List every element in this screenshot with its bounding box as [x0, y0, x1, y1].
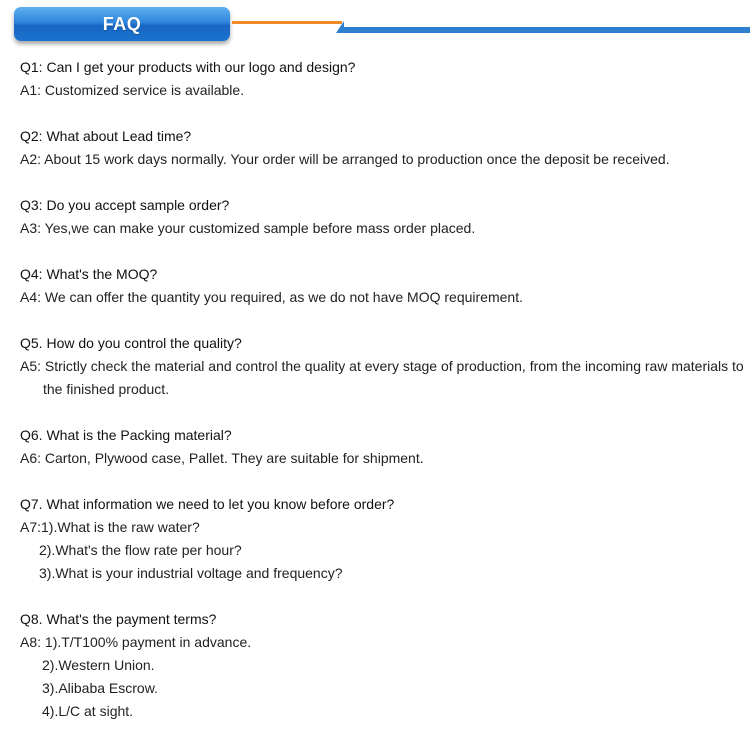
answer-8-line-4: 4).L/C at sight. — [42, 703, 134, 719]
answer-8-line-3: 3).Alibaba Escrow. — [42, 680, 158, 696]
faq-header — [0, 0, 750, 48]
question-8: Q8. What's the payment terms? — [20, 611, 217, 627]
answer-7-line-3: 3).What is your industrial voltage and frequency? — [39, 565, 343, 581]
answer-2: A2: About 15 work days normally. Your order will be arranged to production once the deposit be received. — [20, 151, 670, 167]
answer-4: A4: We can offer the quantity you required, as we do not have MOQ requirement. — [20, 289, 523, 305]
faq-item-4 — [20, 263, 745, 309]
answer-7-line-2: 2).What's the flow rate per hour? — [39, 542, 242, 558]
question-1: Q1: Can I get your products with our logo and design? — [20, 59, 356, 75]
answer-3: A3: Yes,we can make your customized sample before mass order placed. — [20, 220, 476, 236]
faq-item-5 — [20, 332, 745, 401]
faq-item-2 — [20, 125, 745, 171]
faq-item-6 — [20, 424, 745, 470]
faq-item-7 — [20, 493, 745, 585]
question-4: Q4: What's the MOQ? — [20, 266, 158, 282]
header-blue-rule — [342, 27, 750, 33]
question-7: Q7. What information we need to let you know before order? — [20, 496, 395, 512]
question-2: Q2: What about Lead time? — [20, 128, 192, 144]
answer-1: A1: Customized service is available. — [20, 82, 245, 98]
faq-list — [20, 56, 745, 746]
answer-7-line-1: A7:1).What is the raw water? — [20, 519, 200, 535]
question-5: Q5. How do you control the quality? — [20, 335, 242, 351]
answer-6: A6: Carton, Plywood case, Pallet. They are suitable for shipment. — [20, 450, 424, 466]
question-3: Q3: Do you accept sample order? — [20, 197, 230, 213]
answer-8-line-2: 2).Western Union. — [42, 657, 155, 673]
question-6: Q6. What is the Packing material? — [20, 427, 232, 443]
header-orange-rule — [232, 21, 342, 24]
faq-item-8 — [20, 608, 745, 723]
faq-item-1 — [20, 56, 745, 102]
answer-8-line-1: A8: 1).T/T100% payment in advance. — [20, 634, 252, 650]
answer-5: A5: Strictly check the material and control the quality at every stage of production, from the incoming raw materials to the finished product. — [20, 358, 744, 397]
faq-title-tab: FAQ — [14, 7, 230, 41]
faq-item-3 — [20, 194, 745, 240]
